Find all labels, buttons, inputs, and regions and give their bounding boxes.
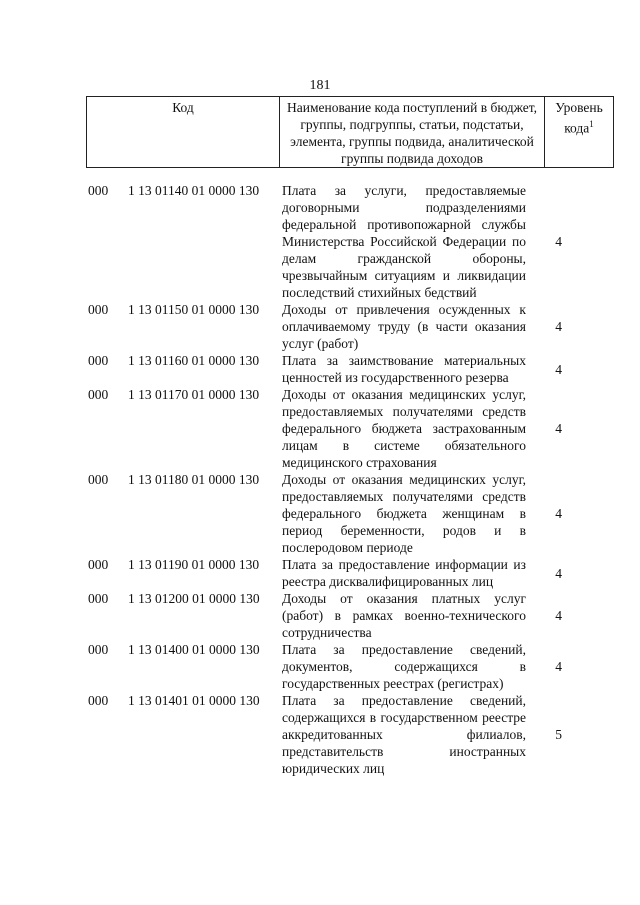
row-level: 4 — [555, 361, 562, 377]
row-level: 4 — [555, 421, 562, 436]
row-code: 1 13 01150 01 0000 130 — [128, 302, 260, 317]
row-prefix: 000 — [88, 302, 109, 317]
row-name: Доходы от оказания медицинских услуг, предоставляемых получателями средств федерального бюджета застрахованным лицам в системе обязательного медицинского страхования — [282, 387, 526, 470]
row-code: 1 13 01401 01 0000 130 — [128, 693, 260, 708]
row-prefix: 000 — [88, 642, 109, 657]
row-name: Плата за предоставление сведений, документов, содержащихся в государственных реестрах (регистрах) — [282, 642, 526, 691]
row-prefix: 000 — [88, 472, 109, 487]
row-code: 1 13 01200 01 0000 130 — [128, 591, 260, 606]
table-row — [86, 641, 606, 692]
header-level-label: Уровень кода — [555, 100, 603, 136]
page-number: 181 — [309, 78, 331, 93]
row-level: 4 — [555, 506, 562, 521]
row-name: Плата за услуги, предоставляемые договорными подразделениями федеральной противопожарной службы Министерства Российской Федерации по делам гражданской обороны, чрезвычайным ситуациям и ликвидации последствий стихийных бедствий — [282, 183, 526, 300]
table-row — [86, 556, 606, 590]
table-row — [86, 386, 606, 471]
row-prefix: 000 — [88, 693, 109, 708]
row-prefix: 000 — [88, 557, 109, 572]
row-level: 4 — [555, 565, 562, 581]
table-row — [86, 692, 606, 777]
table-row — [86, 301, 606, 352]
row-code: 1 13 01400 01 0000 130 — [128, 642, 260, 657]
row-level: 4 — [555, 234, 562, 249]
row-prefix: 000 — [88, 591, 109, 606]
header-name: Наименование кода поступлений в бюджет, группы, подгруппы, статьи, подстатьи, элемента, группы подвида, аналитической группы подвида доходов — [280, 97, 545, 168]
row-level: 4 — [555, 319, 562, 334]
row-code: 1 13 01190 01 0000 130 — [128, 557, 260, 572]
row-prefix: 000 — [88, 387, 109, 402]
header-level — [545, 97, 614, 168]
row-level: 5 — [555, 727, 562, 742]
row-prefix: 000 — [88, 183, 109, 198]
row-name: Плата за предоставление информации из реестра дисквалифицированных лиц — [282, 557, 526, 589]
row-code: 1 13 01140 01 0000 130 — [128, 183, 260, 198]
header-code: Код — [87, 97, 280, 168]
row-code: 1 13 01180 01 0000 130 — [128, 472, 260, 487]
row-prefix: 000 — [88, 353, 109, 368]
row-code: 1 13 01170 01 0000 130 — [128, 387, 260, 402]
table-row — [86, 471, 606, 556]
row-level: 4 — [555, 608, 562, 623]
table-row — [86, 352, 606, 386]
table-row — [86, 590, 606, 641]
row-name: Плата за заимствование материальных ценностей из государственного резерва — [282, 353, 526, 385]
row-name: Плата за предоставление сведений, содержащихся в государственном реестре аккредитованных филиалов, представительств иностранных юридических лиц — [282, 693, 526, 776]
table-header — [86, 96, 614, 168]
row-level: 4 — [555, 659, 562, 674]
row-name: Доходы от оказания медицинских услуг, предоставляемых получателями средств федерального бюджета женщинам в период беременности, родов и в послеродовом периоде — [282, 472, 526, 555]
row-name: Доходы от привлечения осужденных к оплачиваемому труду (в части оказания услуг (работ) — [282, 302, 526, 351]
row-name: Доходы от оказания платных услуг (работ) в рамках военно-технического сотрудничества — [282, 591, 526, 640]
footnote-marker: 1 — [589, 119, 594, 129]
table-row — [86, 182, 606, 301]
row-code: 1 13 01160 01 0000 130 — [128, 353, 260, 368]
table-body — [86, 182, 606, 777]
